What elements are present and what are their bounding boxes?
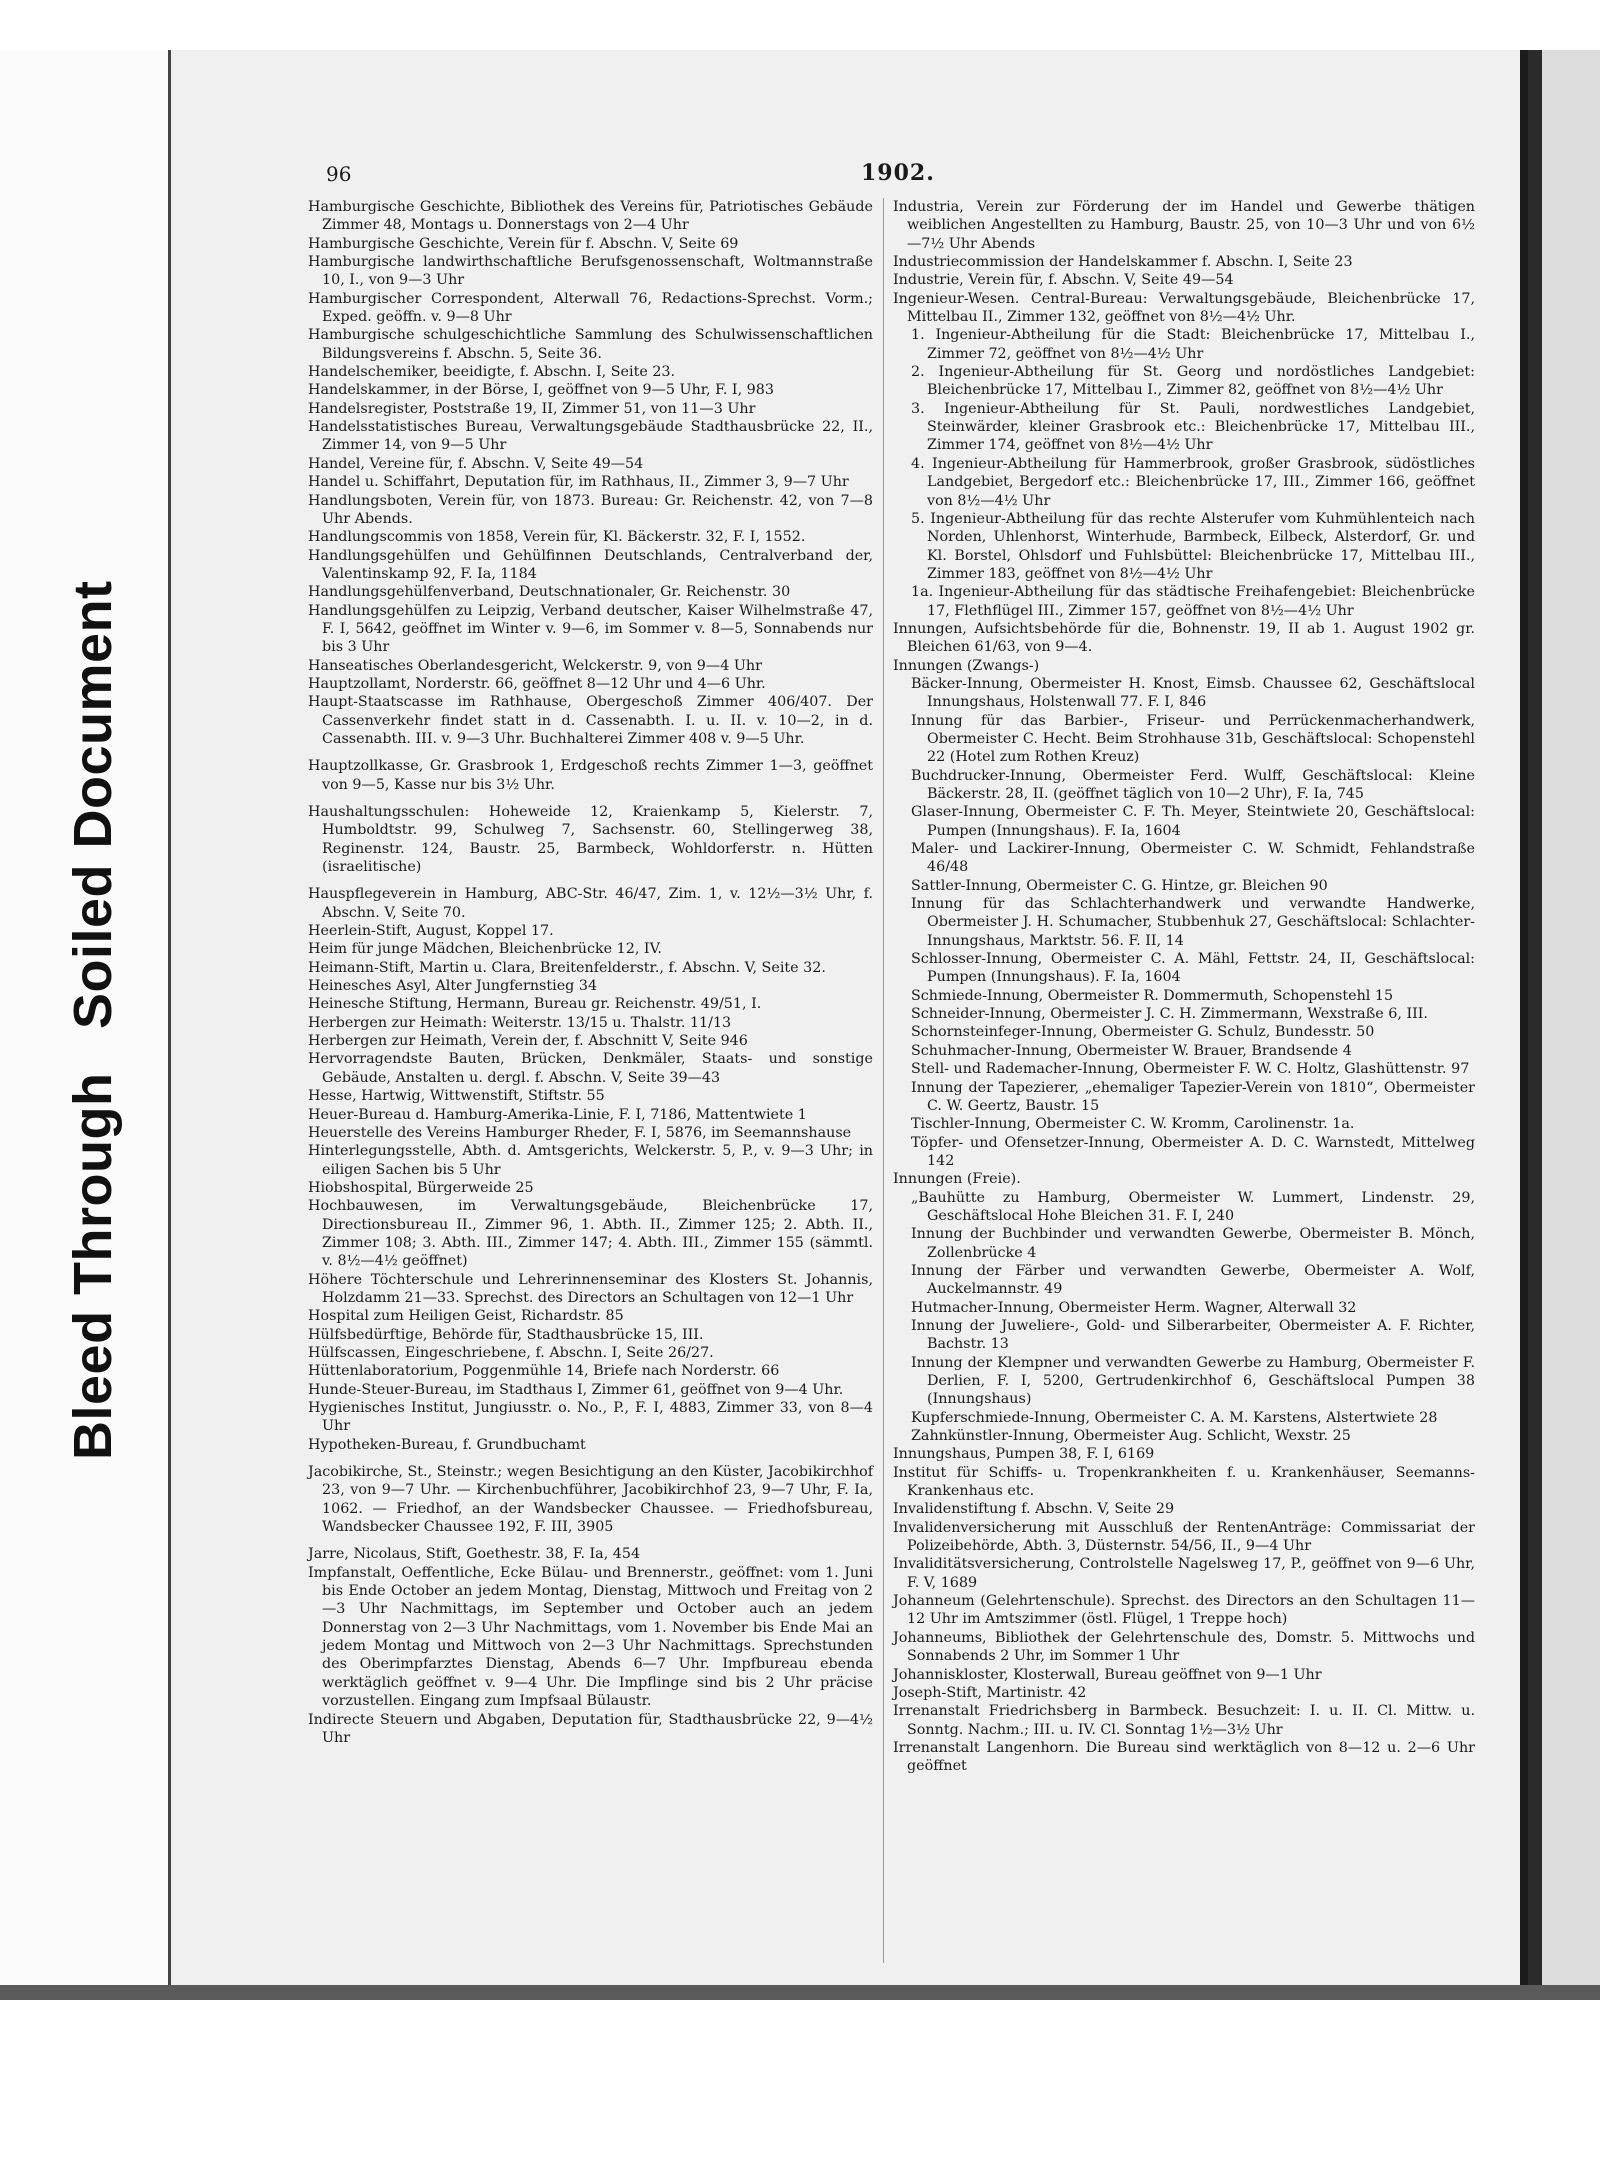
- directory-entry: Schneider-Innung, Obermeister J. C. H. Zimmermann, Wexstraße 6, III.: [911, 1006, 1428, 1023]
- directory-entry: 5. Ingenieur-Abtheilung für das rechte Alsterufer vom Kuhmühlenteich nach Norden, Uhlenhorst, Winterhude, Barmbeck, Eilbeck, Alsterdorf, Gr. und Kl. Borstel, Ohlsdorf und Fuhlsbüttel: Bleichenbrücke 17, Mittelbau III., Zimmer 183, geöffnet von 8½—4½ Uhr: [911, 510, 1475, 582]
- directory-entry: Bäcker-Innung, Obermeister H. Knost, Eimsb. Chaussee 62, Geschäftslocal Innungshaus, Holstenwall 77. F. I, 846: [911, 675, 1475, 711]
- directory-entry: Haushaltungsschulen: Hoheweide 12, Kraienkamp 5, Kielerstr. 7, Humboldtstr. 99, Schulweg 7, Sachsenstr. 60, Stellingerweg 38, Reginenstr. 124, Baustr. 25, Barmbeck, Wohldorferstr. n. Hütten (israelitische): [308, 804, 873, 876]
- directory-entry: Schmiede-Innung, Obermeister R. Dommermuth, Schopenstehl 15: [911, 987, 1394, 1004]
- directory-entry: Innung für das Barbier-, Friseur- und Perrückenmacherhandwerk, Obermeister C. Hecht. Beim Strohhause 31b, Geschäftslocal: Schopenstehl 22 (Hotel zum Rothen Kreuz): [911, 712, 1475, 766]
- directory-entry: Heim für junge Mädchen, Bleichenbrücke 12, IV.: [308, 941, 662, 958]
- directory-entry: Schornsteinfeger-Innung, Obermeister G. Schulz, Bundesstr. 50: [911, 1024, 1375, 1041]
- directory-entry: Johanneum (Gelehrtenschule). Sprechst. des Directors an den Schultagen 11—12 Uhr im Amtszimmer (östl. Flügel, 1 Treppe hoch): [893, 1593, 1475, 1628]
- directory-entry: Industria, Verein zur Förderung der im Handel und Gewerbe thätigen weiblichen Angestellten zu Hamburg, Baustr. 25, von 10—3 Uhr und von 6½—7½ Uhr Abends: [893, 199, 1475, 252]
- directory-entry: Schuhmacher-Innung, Obermeister W. Brauer, Brandsende 4: [911, 1042, 1352, 1059]
- directory-entry: Hamburgische landwirthschaftliche Berufsgenossenschaft, Woltmannstraße 10, I., von 9—3 Uhr: [308, 254, 873, 289]
- directory-entry: Hygienisches Institut, Jungiusstr. o. No., P., F. I, 4883, Zimmer 33, von 8—4 Uhr: [308, 1400, 873, 1435]
- directory-entry: Hypotheken-Bureau, f. Grundbuchamt: [308, 1436, 586, 1453]
- directory-entry: Hanseatisches Oberlandesgericht, Welckerstr. 9, von 9—4 Uhr: [308, 657, 762, 674]
- left-column: [308, 198, 873, 1747]
- directory-entry: Hutmacher-Innung, Obermeister Herm. Wagner, Alterwall 32: [911, 1299, 1357, 1316]
- directory-entry: Handelskammer, in der Börse, I, geöffnet von 9—5 Uhr, F. I, 983: [308, 382, 774, 399]
- directory-entry: Maler- und Lackirer-Innung, Obermeister C. W. Schmidt, Fehlandstraße 46/48: [911, 841, 1475, 876]
- directory-entry: Handlungsgehülfenverband, Deutschnationaler, Gr. Reichenstr. 30: [308, 584, 791, 601]
- directory-entry: Industriecommission der Handelskammer f. Abschn. I, Seite 23: [893, 254, 1353, 271]
- directory-entry: Handlungsboten, Verein für, von 1873. Bureau: Gr. Reichenstr. 42, von 7—8 Uhr Abends.: [308, 492, 873, 527]
- directory-entry: Heimann-Stift, Martin u. Clara, Breitenfelderstr., f. Abschn. V, Seite 32.: [308, 959, 826, 976]
- directory-entry: Zahnkünstler-Innung, Obermeister Aug. Schlicht, Wexstr. 25: [911, 1428, 1351, 1445]
- directory-entry: Johanneums, Bibliothek der Gelehrtenschule des, Domstr. 5. Mittwochs und Sonnabends 2 Uhr, im Sommer 1 Uhr: [893, 1629, 1475, 1665]
- directory-entry: 2. Ingenieur-Abtheilung für St. Georg und nordöstliches Landgebiet: Bleichenbrücke 17, Mittelbau I., Zimmer 82, geöffnet von 8½—4½ Uhr: [911, 364, 1475, 399]
- directory-entry: Handel u. Schiffahrt, Deputation für, im Rathhaus, II., Zimmer 3, 9—7 Uhr: [308, 474, 849, 491]
- directory-entry: Hinterlegungsstelle, Abth. d. Amtsgerichts, Welckerstr. 5, P., v. 9—3 Uhr; in eiligen Sachen bis 5 Uhr: [308, 1143, 873, 1178]
- directory-entry: Buchdrucker-Innung, Obermeister Ferd. Wulff, Geschäftslocal: Kleine Bäckerstr. 28, II. (geöffnet täglich von 10—2 Uhr), F. Ia, 745: [911, 767, 1475, 802]
- directory-entry: Hauptzollkasse, Gr. Grasbrook 1, Erdgeschoß rechts Zimmer 1—3, geöffnet von 9—5, Kasse nur bis 3½ Uhr.: [308, 758, 873, 793]
- directory-entry: Impfanstalt, Oeffentliche, Ecke Bülau- und Brennerstr., geöffnet: vom 1. Juni bis Ende October an jedem Montag, Dienstag, Mittwoch und Freitag von 2—3 Uhr Nachmittags, im September und October auch an jedem Donnerstag von 2—3 Uhr Nachmittags, vom 1. November bis Ende Mai an jedem Montag und Mittwoch von 2—3 Uhr Nachmittags. Sprechstunden des Oberimpfarztes Dienstag, Abends 6—7 Uhr. Impfbureau ebenda werktäglich geöffnet v. 9—4 Uhr. Die Impflinge sind bis 2 Uhr präcise vorzustellen. Eingang zum Impfsaal Bülaustr.: [308, 1564, 873, 1710]
- directory-entry: Handlungscommis von 1858, Verein für, Kl. Bäckerstr. 32, F. I, 1552.: [308, 529, 806, 546]
- directory-entry: Innungshaus, Pumpen 38, F. I, 6169: [893, 1446, 1155, 1463]
- stamp-word-2: Soiled Document: [63, 580, 123, 1029]
- directory-entry: Hiobshospital, Bürgerweide 25: [308, 1179, 534, 1196]
- directory-entry: Hamburgischer Correspondent, Alterwall 76, Redactions-Sprechst. Vorm.; Exped. geöffn. v. 9—8 Uhr: [308, 290, 873, 326]
- directory-entry: Institut für Schiffs- u. Tropenkrankheiten f. u. Krankenhäuser, Seemanns-Krankenhaus etc.: [893, 1464, 1475, 1500]
- directory-entry: Industrie, Verein für, f. Abschn. V, Seite 49—54: [893, 272, 1234, 289]
- directory-entry: Hauptzollamt, Norderstr. 66, geöffnet 8—12 Uhr und 4—6 Uhr.: [308, 675, 766, 692]
- directory-entry: Ingenieur-Wesen. Central-Bureau: Verwaltungsgebäude, Bleichenbrücke 17, Mittelbau II., Zimmer 132, geöffnet von 8½—4½ Uhr.: [893, 290, 1475, 326]
- directory-entry: Johanniskloster, Klosterwall, Bureau geöffnet von 9—1 Uhr: [893, 1666, 1322, 1683]
- directory-entry: Haupt-Staatscasse im Rathhause, Obergeschoß Zimmer 406/407. Der Cassenverkehr findet statt in d. Cassenabth. I. u. II. v. 10—2, in d. Cassenabth. III. v. 9—3 Uhr. Buchhalterei Zimmer 408 v. 9—5 Uhr.: [308, 694, 873, 747]
- directory-entry: Töpfer- und Ofensetzer-Innung, Obermeister A. D. C. Warnstedt, Mittelweg 142: [911, 1134, 1475, 1169]
- facing-page-edge: [1520, 50, 1600, 2000]
- directory-entry: Hauspflegeverein in Hamburg, ABC-Str. 46/47, Zim. 1, v. 12½—3½ Uhr, f. Abschn. V, Seite 70.: [308, 886, 873, 921]
- directory-entry: Herbergen zur Heimath, Verein der, f. Abschnitt V, Seite 946: [308, 1033, 748, 1050]
- directory-entry: „Bauhütte zu Hamburg, Obermeister W. Lummert, Lindenstr. 29, Geschäftslocal Hohe Bleichen 31. F. I, 240: [911, 1189, 1475, 1224]
- directory-entry: Heerlein-Stift, August, Koppel 17.: [308, 923, 554, 940]
- directory-entry: Glaser-Innung, Obermeister C. F. Th. Meyer, Steintwiete 20, Geschäftslocal: Pumpen (Innungshaus). F. Ia, 1604: [911, 804, 1475, 839]
- directory-entry: Innungen, Aufsichtsbehörde für die, Bohnenstr. 19, II ab 1. August 1902 gr. Bleichen 61/63, von 9—4.: [893, 620, 1475, 656]
- directory-entry: Kupferschmiede-Innung, Obermeister C. A. M. Karstens, Alstertwiete 28: [911, 1409, 1438, 1426]
- directory-entry: 4. Ingenieur-Abtheilung für Hammerbrook, großer Grasbrook, südöstliches Landgebiet, Bergedorf etc.: Bleichenbrücke 17, III., Zimmer 166, geöffnet von 8½—4½ Uhr: [911, 455, 1475, 509]
- directory-entry: Hamburgische Geschichte, Verein für f. Abschn. V, Seite 69: [308, 235, 739, 252]
- directory-entry: 3. Ingenieur-Abtheilung für St. Pauli, nordwestliches Landgebiet, Steinwärder, kleiner Grasbrook etc.: Bleichenbrücke 17, Mittelbau III., Zimmer 174, geöffnet von 8½—4½ Uhr: [911, 400, 1475, 454]
- directory-entry: Innungen (Zwangs-): [893, 657, 1040, 674]
- directory-entry: Invalidenversicherung mit Ausschluß der RentenAnträge: Commissariat der Polizeibehörde, Abth. 3, Düsternstr. 54/56, II., 9—4 Uhr: [893, 1519, 1475, 1555]
- directory-entry: Höhere Töchterschule und Lehrerinnenseminar des Klosters St. Johannis, Holzdamm 21—33. Sprechst. des Directors an Schultagen von 12—1 Uhr: [308, 1271, 873, 1306]
- directory-entry: Herbergen zur Heimath: Weiterstr. 13/15 u. Thalstr. 11/13: [308, 1014, 732, 1031]
- directory-entry: Innung der Färber und verwandten Gewerbe, Obermeister A. Wolf, Auckelmannstr. 49: [911, 1262, 1475, 1298]
- directory-entry: Tischler-Innung, Obermeister C. W. Kromm, Carolinenstr. 1a.: [911, 1116, 1355, 1133]
- directory-entry: Irrenanstalt Langenhorn. Die Bureau sind werktäglich von 8—12 u. 2—6 Uhr geöffnet: [893, 1739, 1475, 1775]
- directory-entry: Heinesche Stiftung, Hermann, Bureau gr. Reichenstr. 49/51, I.: [308, 996, 762, 1013]
- page-year: 1902.: [861, 160, 935, 186]
- directory-entry: Heuerstelle des Vereins Hamburger Rheder, F. I, 5876, im Seemannshause: [308, 1124, 852, 1141]
- directory-entry: Innung für das Schlachterhandwerk und verwandte Handwerke, Obermeister J. H. Schumacher, Stubbenhuk 27, Geschäftslocal: Schlachter-Innungshaus, Marktstr. 56. F. II, 14: [911, 896, 1475, 949]
- directory-entry: Invalidenstiftung f. Abschn. V, Seite 29: [893, 1501, 1175, 1518]
- directory-entry: 1. Ingenieur-Abtheilung für die Stadt: Bleichenbrücke 17, Mittelbau I., Zimmer 72, geöffnet von 8½—4½ Uhr: [911, 327, 1475, 362]
- book-page: [168, 50, 1523, 2000]
- scan-bottom-edge: [0, 1985, 1600, 2000]
- directory-entry: Innung der Buchbinder und verwandten Gewerbe, Obermeister B. Mönch, Zollenbrücke 4: [911, 1226, 1475, 1261]
- directory-entry: Hamburgische Geschichte, Bibliothek des Vereins für, Patriotisches Gebäude Zimmer 48, Montags u. Donnerstags von 2—4 Uhr: [308, 199, 873, 234]
- directory-entry: Innung der Tapezierer, „ehemaliger Tapezier-Verein von 1810“, Obermeister C. W. Geertz, Baustr. 15: [911, 1079, 1475, 1114]
- directory-entry: Innungen (Freie).: [893, 1171, 1021, 1188]
- directory-entry: Irrenanstalt Friedrichsberg in Barmbeck. Besuchzeit: I. u. II. Cl. Mittw. u. Sonntg. Nachm.; III. u. IV. Cl. Sonntag 1½—3½ Uhr: [893, 1703, 1475, 1738]
- directory-entry: Handel, Vereine für, f. Abschn. V, Seite 49—54: [308, 455, 644, 472]
- directory-entry: Hülfscassen, Eingeschriebene, f. Abschn. I, Seite 26/27.: [308, 1344, 714, 1361]
- page-gutter: [1528, 50, 1542, 2000]
- bleed-through-stamp: [62, 580, 124, 1460]
- page-header: [171, 162, 1523, 192]
- directory-entry: Innung der Klempner und verwandten Gewerbe zu Hamburg, Obermeister F. Derlien, F. I, 5200, Gertrudenkirchhof 6, Geschäftslocal Pumpen 38 (Innungshaus): [911, 1354, 1475, 1408]
- column-divider: [883, 198, 884, 1963]
- directory-entry: Joseph-Stift, Martinistr. 42: [893, 1684, 1087, 1701]
- directory-entry: Heinesches Asyl, Alter Jungfernstieg 34: [308, 978, 598, 995]
- directory-entry: Hospital zum Heiligen Geist, Richardstr. 85: [308, 1308, 624, 1325]
- directory-entry: Jacobikirche, St., Steinstr.; wegen Besichtigung an den Küster, Jacobikirchhof 23, von 9—7 Uhr. — Kirchenbuchführer, Jacobikirchhof 23, 9—7 Uhr, F. Ia, 1062. — Friedhof, an der Wandsbecker Chaussee. — Friedhofsbureau, Wandsbecker Chaussee 192, F. III, 3905: [308, 1464, 873, 1536]
- directory-entry: Jarre, Nicolaus, Stift, Goethestr. 38, F. Ia, 454: [308, 1546, 641, 1563]
- page-number: 96: [326, 162, 352, 186]
- directory-entry: Hülfsbedürftige, Behörde für, Stadthausbrücke 15, III.: [308, 1326, 704, 1343]
- directory-entry: Handelsregister, Poststraße 19, II, Zimmer 51, von 11—3 Uhr: [308, 400, 756, 417]
- directory-entry: Heuer-Bureau d. Hamburg-Amerika-Linie, F. I, 7186, Mattentwiete 1: [308, 1106, 807, 1123]
- directory-entry: Hüttenlaboratorium, Poggenmühle 14, Briefe nach Norderstr. 66: [308, 1363, 780, 1380]
- directory-entry: Hunde-Steuer-Bureau, im Stadthaus I, Zimmer 61, geöffnet von 9—4 Uhr.: [308, 1381, 844, 1398]
- directory-entry: Hervorragendste Bauten, Brücken, Denkmäler, Staats- und sonstige Gebäude, Anstalten u. dergl. f. Abschn. V, Seite 39—43: [308, 1051, 873, 1086]
- directory-entry: Hesse, Hartwig, Wittwenstift, Stiftstr. 55: [308, 1088, 605, 1105]
- directory-entry: Schlosser-Innung, Obermeister C. A. Mähl, Fettstr. 24, II, Geschäftslocal: Pumpen (Innungshaus). F. Ia, 1604: [911, 951, 1475, 986]
- right-column: [893, 198, 1475, 1776]
- directory-entry: Hochbauwesen, im Verwaltungsgebäude, Bleichenbrücke 17, Directionsbureau II., Zimmer 96, 1. Abth. II., Zimmer 125; 2. Abth. II., Zimmer 108; 3. Abth. III., Zimmer 147; 4. Abth. III., Zimmer 155 (sämmtl. v. 8½—4½ geöffnet): [308, 1198, 873, 1270]
- directory-entry: Stell- und Rademacher-Innung, Obermeister F. W. C. Holtz, Glashüttenstr. 97: [911, 1061, 1470, 1078]
- directory-entry: Hamburgische schulgeschichtliche Sammlung des Schulwissenschaftlichen Bildungsvereins f. Abschn. 5, Seite 36.: [308, 327, 873, 362]
- stamp-word-1: Bleed Through: [63, 1072, 123, 1460]
- directory-entry: Indirecte Steuern und Abgaben, Deputation für, Stadthausbrücke 22, 9—4½ Uhr: [308, 1711, 873, 1746]
- directory-entry: Handelschemiker, beeidigte, f. Abschn. I, Seite 23.: [308, 364, 676, 381]
- directory-entry: 1a. Ingenieur-Abtheilung für das städtische Freihafengebiet: Bleichenbrücke 17, Flethflügel III., Zimmer 157, geöffnet von 8½—4½ Uhr: [911, 584, 1475, 619]
- directory-entry: Handlungsgehülfen zu Leipzig, Verband deutscher, Kaiser Wilhelmstraße 47, F. I, 5642, geöffnet im Winter v. 9—6, im Sommer v. 8—5, Sonnabends nur bis 3 Uhr: [308, 602, 873, 656]
- directory-entry: Sattler-Innung, Obermeister C. G. Hintze, gr. Bleichen 90: [911, 877, 1328, 894]
- directory-entry: Handelsstatistisches Bureau, Verwaltungsgebäude Stadthausbrücke 22, II., Zimmer 14, von 9—5 Uhr: [308, 419, 873, 454]
- directory-entry: Handlungsgehülfen und Gehülfinnen Deutschlands, Centralverband der, Valentinskamp 92, F. Ia, 1184: [308, 547, 873, 582]
- directory-entry: Innung der Juweliere-, Gold- und Silberarbeiter, Obermeister A. F. Richter, Bachstr. 13: [911, 1317, 1475, 1353]
- directory-entry: Invaliditätsversicherung, Controlstelle Nagelsweg 17, P., geöffnet von 9—6 Uhr, F. V, 1689: [893, 1556, 1475, 1591]
